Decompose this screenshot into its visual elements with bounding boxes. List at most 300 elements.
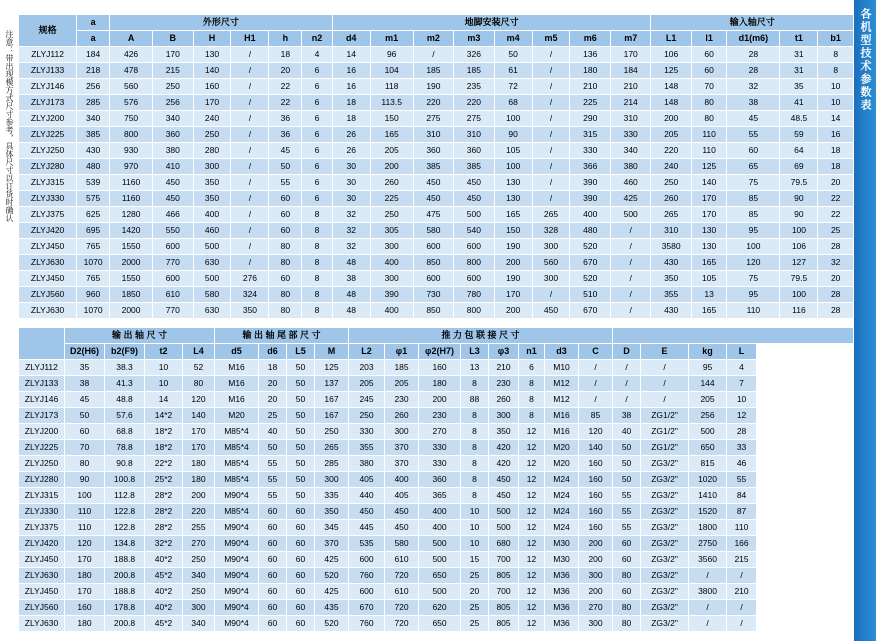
table-cell: /: [641, 360, 689, 376]
table-cell: 340: [153, 111, 193, 127]
table-cell: 8: [302, 223, 332, 239]
table-cell: 60: [287, 584, 315, 600]
table-cell: 405: [385, 488, 419, 504]
table-cell: 350: [193, 175, 231, 191]
table-cell: 620: [419, 600, 461, 616]
table-cell: 680: [489, 536, 519, 552]
table-cell: 450: [454, 191, 494, 207]
table-cell: 200: [579, 584, 613, 600]
table-cell: 10: [818, 79, 854, 95]
table-cell: 55: [259, 472, 287, 488]
table-cell: /: [231, 47, 269, 63]
table-cell: 8: [461, 376, 489, 392]
table-cell: 184: [77, 47, 110, 63]
table-cell: 12: [519, 568, 545, 584]
table-cell: 148: [651, 95, 691, 111]
table-cell: 310: [651, 223, 691, 239]
table-cell: 440: [349, 488, 385, 504]
cell-spec: ZLYJ450: [19, 271, 77, 287]
table-cell: 360: [153, 127, 193, 143]
table-cell: 340: [77, 111, 110, 127]
table-cell: 250: [349, 408, 385, 424]
table-cell: 20: [461, 584, 489, 600]
table-cell: 130: [494, 175, 532, 191]
table-cell: ZG3/2": [641, 600, 689, 616]
table1-column-header: t1: [780, 31, 818, 47]
table-cell: 50: [613, 472, 641, 488]
table-cell: 25: [259, 408, 287, 424]
table-cell: ZG3/2": [641, 456, 689, 472]
table-cell: 390: [370, 287, 413, 303]
cell-spec: ZLYJ173: [19, 95, 77, 111]
table-cell: /: [231, 207, 269, 223]
table-cell: 450: [413, 191, 453, 207]
table-cell: 170: [610, 47, 650, 63]
table-cell: 8: [461, 408, 489, 424]
table-cell: 125: [691, 159, 726, 175]
table1-group-header: 输入轴尺寸: [651, 15, 854, 31]
table-row: [19, 584, 854, 600]
table-cell: M90*4: [215, 616, 259, 632]
table-cell: 630: [193, 303, 231, 319]
table-cell: /: [532, 95, 570, 111]
table-cell: M36: [545, 616, 579, 632]
table-cell: ZG3/2": [641, 616, 689, 632]
table-cell: 1420: [110, 223, 153, 239]
table-cell: /: [689, 568, 727, 584]
table-cell: 60: [269, 207, 302, 223]
table-cell: 720: [385, 568, 419, 584]
table-cell: 8: [302, 287, 332, 303]
table-cell: /: [532, 79, 570, 95]
table-row: [19, 47, 854, 63]
table-cell: 130: [494, 191, 532, 207]
table1-column-header: m5: [532, 31, 570, 47]
cell-spec: ZLYJ133: [19, 376, 65, 392]
table-cell: M24: [545, 488, 579, 504]
table-cell: 1800: [689, 520, 727, 536]
table-row: [19, 207, 854, 223]
table1-group-header: 地脚安装尺寸: [332, 15, 651, 31]
table-cell: ZG3/2": [641, 520, 689, 536]
table-cell: 1550: [110, 271, 153, 287]
table-cell: 50: [287, 392, 315, 408]
table-cell: 50: [287, 488, 315, 504]
table1-column-header: l1: [691, 31, 726, 47]
table-cell: 32: [727, 79, 780, 95]
table-cell: 700: [489, 584, 519, 600]
table-cell: 250: [193, 127, 231, 143]
table-cell: 50: [494, 47, 532, 63]
table-cell: 1160: [110, 175, 153, 191]
table-cell: 335: [315, 488, 349, 504]
table-row: [19, 360, 854, 376]
cell-spec: ZLYJ630: [19, 255, 77, 271]
table-cell: 500: [454, 207, 494, 223]
table-cell: 2000: [110, 303, 153, 319]
table-cell: 140: [579, 440, 613, 456]
table2-head: [19, 328, 854, 360]
table-cell: 625: [77, 207, 110, 223]
table-cell: M16: [545, 424, 579, 440]
table-cell: 84: [727, 488, 757, 504]
table-cell: 610: [385, 584, 419, 600]
table-cell: 104: [370, 63, 413, 79]
table-cell: 61: [494, 63, 532, 79]
cell-spec: ZLYJ630: [19, 616, 65, 632]
table-cell: 165: [494, 207, 532, 223]
table-cell: 6: [302, 175, 332, 191]
table-cell: 300: [532, 271, 570, 287]
table-cell: 260: [370, 175, 413, 191]
table-cell: 40*2: [145, 552, 183, 568]
table-cell: /: [532, 47, 570, 63]
table-cell: 1410: [689, 488, 727, 504]
table-cell: 450: [489, 488, 519, 504]
table-cell: 85: [579, 408, 613, 424]
table-cell: 200: [494, 255, 532, 271]
table-cell: 765: [77, 271, 110, 287]
table-cell: 450: [349, 504, 385, 520]
table-cell: 36: [269, 111, 302, 127]
table-cell: /: [727, 568, 757, 584]
table1-group-header: a: [77, 15, 110, 31]
table-cell: 12: [519, 440, 545, 456]
table-cell: 10: [818, 95, 854, 111]
table-cell: 80: [269, 255, 302, 271]
table-cell: 260: [489, 392, 519, 408]
table-cell: 340: [610, 143, 650, 159]
table-cell: 366: [570, 159, 610, 175]
table-cell: 127: [780, 255, 818, 271]
table-cell: 80: [691, 95, 726, 111]
table-cell: 800: [454, 255, 494, 271]
table-cell: 106: [651, 47, 691, 63]
table-cell: 300: [183, 600, 215, 616]
table-cell: 200.8: [105, 568, 145, 584]
table-cell: 450: [385, 520, 419, 536]
table1-column-header: L1: [651, 31, 691, 47]
table-cell: 8: [818, 47, 854, 63]
table-cell: 6: [302, 159, 332, 175]
table-cell: 170: [65, 584, 105, 600]
table-cell: 500: [193, 239, 231, 255]
table-cell: 270: [579, 600, 613, 616]
table-cell: M16: [215, 360, 259, 376]
table-cell: 478: [110, 63, 153, 79]
table-cell: 1070: [77, 303, 110, 319]
table-cell: 14: [145, 392, 183, 408]
table-cell: 148: [651, 79, 691, 95]
table-cell: 55: [613, 488, 641, 504]
table-cell: 200: [419, 392, 461, 408]
table2-group-header: [613, 328, 854, 344]
table-cell: 800: [454, 303, 494, 319]
table2-column-header-row: [19, 344, 854, 360]
table-cell: 450: [153, 191, 193, 207]
table-cell: 290: [570, 111, 610, 127]
table2-group-header-row: [19, 328, 854, 344]
table-cell: 55: [613, 504, 641, 520]
table-cell: 60: [259, 504, 287, 520]
table-cell: 6: [302, 63, 332, 79]
table-cell: 12: [519, 520, 545, 536]
table-cell: 10: [461, 520, 489, 536]
table-cell: 700: [489, 552, 519, 568]
table1-column-header: b1: [818, 31, 854, 47]
table-cell: 370: [385, 456, 419, 472]
table-cell: 55: [259, 456, 287, 472]
table-cell: 60: [613, 536, 641, 552]
table-cell: 100: [494, 111, 532, 127]
table-row: [19, 143, 854, 159]
table-cell: 95: [727, 223, 780, 239]
table-cell: 80: [65, 456, 105, 472]
table-cell: 670: [349, 600, 385, 616]
table-cell: 170: [494, 287, 532, 303]
table-cell: 122.8: [105, 504, 145, 520]
table-cell: 230: [419, 408, 461, 424]
table-cell: 33: [727, 440, 757, 456]
table-cell: M12: [545, 376, 579, 392]
table-cell: 110: [65, 520, 105, 536]
table-cell: 500: [419, 552, 461, 568]
table-row: [19, 303, 854, 319]
table-cell: 122.8: [105, 520, 145, 536]
table-cell: 150: [370, 111, 413, 127]
table-cell: 610: [385, 552, 419, 568]
table-cell: 300: [315, 472, 349, 488]
table-cell: 360: [413, 143, 453, 159]
table-cell: 180: [65, 616, 105, 632]
table-cell: 18: [332, 95, 370, 111]
cell-spec: ZLYJ225: [19, 127, 77, 143]
table-cell: 260: [651, 191, 691, 207]
table-row: [19, 488, 854, 504]
table-cell: 380: [153, 143, 193, 159]
table-cell: 118: [370, 79, 413, 95]
table-cell: /: [610, 287, 650, 303]
table-row: [19, 424, 854, 440]
table-cell: 200: [651, 111, 691, 127]
table-cell: 28: [818, 287, 854, 303]
table-cell: 805: [489, 600, 519, 616]
table-cell: 460: [610, 175, 650, 191]
table-cell: 385: [413, 159, 453, 175]
table2-column-header: n1: [519, 344, 545, 360]
table-cell: 26: [332, 127, 370, 143]
table-cell: 100: [65, 488, 105, 504]
table-cell: 520: [315, 568, 349, 584]
table-cell: 560: [532, 255, 570, 271]
table-cell: 167: [315, 408, 349, 424]
table-cell: 180: [183, 456, 215, 472]
table-cell: 32: [818, 255, 854, 271]
table-cell: 430: [651, 303, 691, 319]
table-cell: 79.5: [780, 271, 818, 287]
table-cell: /: [579, 392, 613, 408]
table-cell: 650: [419, 568, 461, 584]
table-cell: 170: [153, 47, 193, 63]
table-cell: 60: [287, 504, 315, 520]
table-cell: 8: [461, 472, 489, 488]
table-cell: 180: [419, 376, 461, 392]
cell-spec: ZLYJ450: [19, 239, 77, 255]
table-cell: /: [231, 63, 269, 79]
table-cell: 16: [332, 63, 370, 79]
table-row: [19, 504, 854, 520]
table-cell: M85*4: [215, 424, 259, 440]
table1-column-header: d4: [332, 31, 370, 47]
table-cell: 8: [519, 376, 545, 392]
table-cell: 14: [818, 111, 854, 127]
table-cell: 160: [193, 79, 231, 95]
table-cell: M30: [545, 536, 579, 552]
table-cell: /: [689, 616, 727, 632]
table-cell: M16: [215, 376, 259, 392]
table-cell: 8: [461, 488, 489, 504]
table-cell: 60: [287, 568, 315, 584]
table-cell: 539: [77, 175, 110, 191]
table-row: [19, 63, 854, 79]
table-cell: 55: [727, 127, 780, 143]
table-cell: 300: [385, 424, 419, 440]
table-cell: 328: [532, 223, 570, 239]
table-cell: 450: [454, 175, 494, 191]
table-cell: 450: [153, 175, 193, 191]
cell-spec: ZLYJ330: [19, 504, 65, 520]
table-cell: 256: [153, 95, 193, 111]
table-cell: 430: [77, 143, 110, 159]
table-cell: 18: [269, 47, 302, 63]
table-cell: 69: [780, 159, 818, 175]
table-cell: ZG3/2": [641, 488, 689, 504]
table-cell: 930: [110, 143, 153, 159]
table-cell: 110: [65, 504, 105, 520]
table-cell: 20: [259, 376, 287, 392]
table-cell: 165: [691, 255, 726, 271]
cell-spec: ZLYJ560: [19, 287, 77, 303]
table-cell: 32*2: [145, 536, 183, 552]
table-cell: 350: [651, 271, 691, 287]
table-cell: 88: [461, 392, 489, 408]
table-cell: 630: [193, 255, 231, 271]
table-cell: 48: [332, 287, 370, 303]
table1-column-header: m7: [610, 31, 650, 47]
table-cell: 28: [727, 424, 757, 440]
table-cell: 160: [579, 456, 613, 472]
table2-column-header: kg: [689, 344, 727, 360]
table1-column-header: H: [193, 31, 231, 47]
table-cell: 8: [302, 239, 332, 255]
table-cell: 445: [349, 520, 385, 536]
table-cell: 340: [183, 616, 215, 632]
table-cell: 20: [818, 271, 854, 287]
table-cell: 520: [315, 616, 349, 632]
table-cell: 8: [302, 255, 332, 271]
table-cell: /: [532, 63, 570, 79]
table-cell: 32: [332, 207, 370, 223]
table-cell: M90*4: [215, 520, 259, 536]
table-cell: 500: [489, 504, 519, 520]
table-cell: 345: [315, 520, 349, 536]
table-cell: 355: [651, 287, 691, 303]
table-cell: 68.8: [105, 424, 145, 440]
table-cell: 330: [610, 127, 650, 143]
table-cell: 475: [413, 207, 453, 223]
table-cell: 4: [302, 47, 332, 63]
table-cell: 200.8: [105, 616, 145, 632]
table-cell: 256: [77, 79, 110, 95]
table-cell: 670: [570, 303, 610, 319]
table-cell: 72: [494, 79, 532, 95]
table-cell: 225: [570, 95, 610, 111]
table-cell: 390: [570, 175, 610, 191]
table-cell: 31: [780, 63, 818, 79]
table-cell: 250: [153, 79, 193, 95]
table-row: [19, 223, 854, 239]
table-cell: 28*2: [145, 488, 183, 504]
table-row: [19, 440, 854, 456]
table-cell: 80: [691, 111, 726, 127]
table-cell: 50: [65, 408, 105, 424]
table-cell: 760: [349, 568, 385, 584]
table-cell: 35: [780, 79, 818, 95]
table-cell: 130: [193, 47, 231, 63]
table-cell: 340: [183, 568, 215, 584]
table-cell: 350: [193, 191, 231, 207]
table-cell: 8: [519, 408, 545, 424]
table-cell: 205: [385, 376, 419, 392]
table-cell: 280: [193, 143, 231, 159]
table-cell: 25: [461, 616, 489, 632]
table-cell: 10: [727, 392, 757, 408]
table-cell: 18: [259, 360, 287, 376]
table-cell: 360: [454, 143, 494, 159]
table-cell: 185: [385, 360, 419, 376]
table-cell: 105: [494, 143, 532, 159]
table-cell: 300: [579, 568, 613, 584]
table2-column-header: φ1: [385, 344, 419, 360]
table-cell: 600: [349, 552, 385, 568]
table-cell: 420: [489, 440, 519, 456]
table-row: [19, 392, 854, 408]
table-cell: 7: [727, 376, 757, 392]
table-cell: 250: [183, 552, 215, 568]
table-cell: 96: [370, 47, 413, 63]
table-cell: 1070: [77, 255, 110, 271]
table-cell: 500: [610, 207, 650, 223]
table-cell: 560: [110, 79, 153, 95]
table-cell: 230: [385, 392, 419, 408]
table-cell: 400: [419, 504, 461, 520]
table-cell: 100: [780, 287, 818, 303]
table-cell: 324: [231, 287, 269, 303]
table-row: [19, 175, 854, 191]
table-cell: 10: [145, 360, 183, 376]
table-cell: 140: [183, 408, 215, 424]
table-cell: ZG3/2": [641, 568, 689, 584]
table-cell: M90*4: [215, 600, 259, 616]
table-cell: 90: [65, 472, 105, 488]
table-cell: 300: [532, 239, 570, 255]
table-cell: 240: [651, 159, 691, 175]
table-cell: 600: [153, 239, 193, 255]
table-row: [19, 159, 854, 175]
table-cell: 350: [315, 504, 349, 520]
table-cell: 165: [691, 303, 726, 319]
table-cell: M90*4: [215, 568, 259, 584]
